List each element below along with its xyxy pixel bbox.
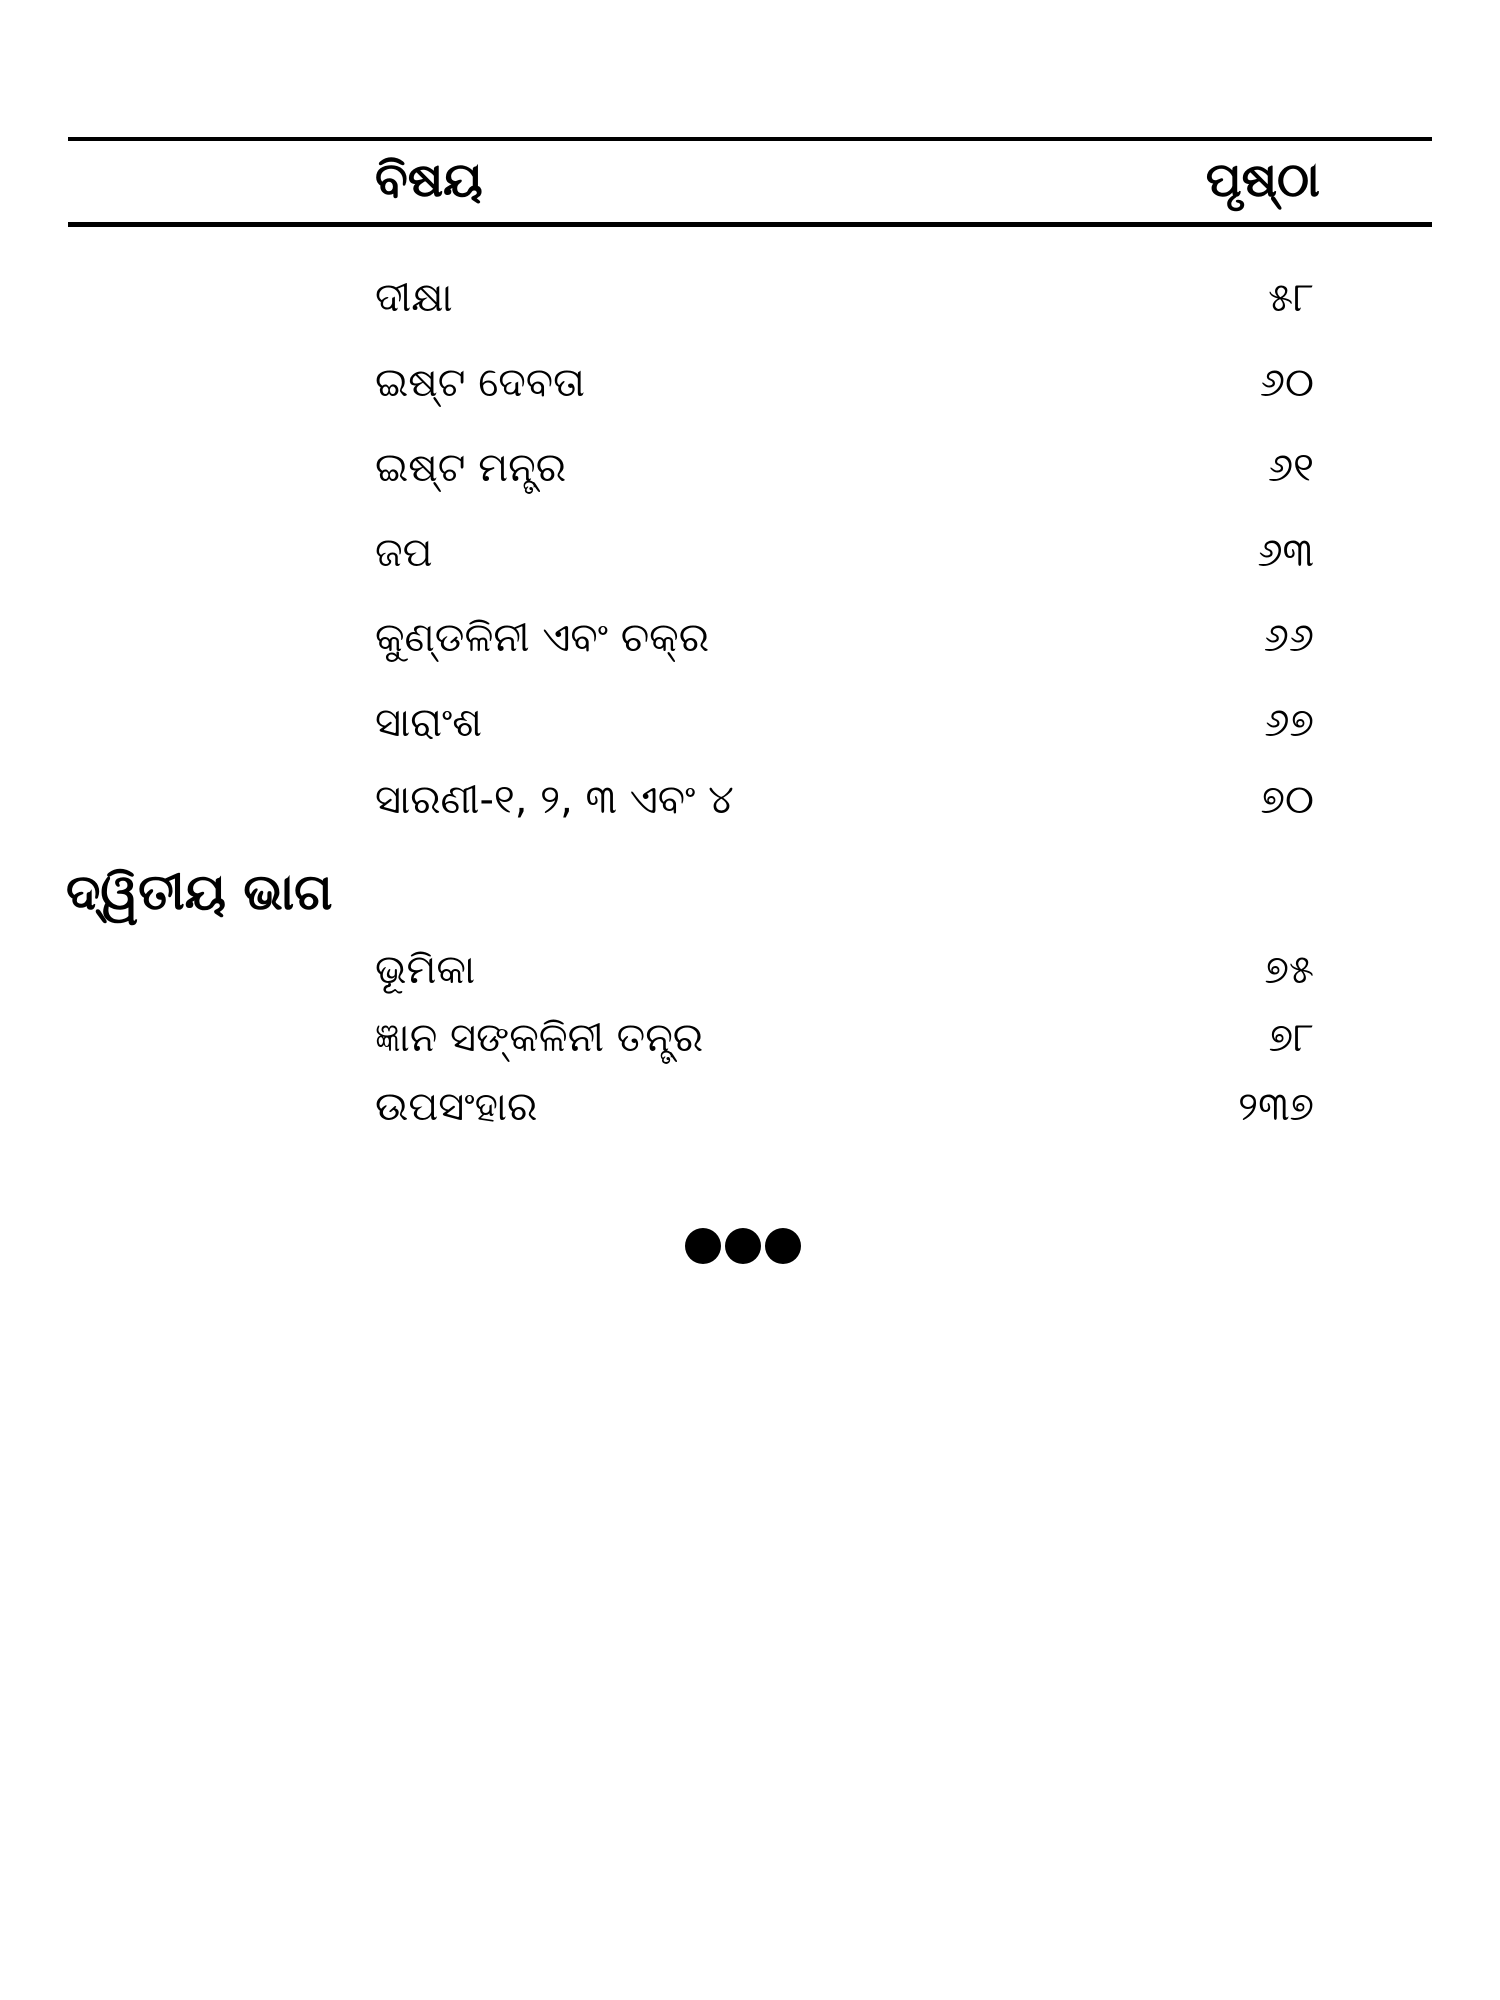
ornament-dot xyxy=(765,1228,801,1264)
toc-entry xyxy=(0,1077,1500,1137)
toc-entry xyxy=(0,438,1500,498)
toc-entry xyxy=(0,770,1500,830)
toc-entry xyxy=(0,523,1500,583)
toc-entry-page: ୫୮ xyxy=(1268,275,1314,321)
section-heading: ଦ୍ୱିତୀୟ ଭାଗ xyxy=(66,863,333,921)
ornament-dot xyxy=(725,1228,761,1264)
header-top-rule xyxy=(68,137,1432,141)
toc-entry-title: ଜ୍ଞାନ ସଙ୍କଳିନୀ ତନ୍ତ୍ର xyxy=(375,1015,704,1061)
toc-entry-title: ସାରାଂଶ xyxy=(375,700,483,746)
toc-entry-title: କୁଣ୍ଡଳିନୀ ଏବଂ ଚକ୍ର xyxy=(375,615,710,661)
toc-entry-page: ୬୬ xyxy=(1263,615,1314,661)
toc-entry-title: ଇଷ୍ଟ ମନ୍ତ୍ର xyxy=(375,445,567,491)
toc-entry xyxy=(0,693,1500,753)
toc-entry xyxy=(0,268,1500,328)
toc-entry xyxy=(0,1008,1500,1068)
toc-entry-page: ୭୦ xyxy=(1260,777,1314,823)
toc-entry-page: ୨୩୭ xyxy=(1238,1084,1314,1130)
toc-entry-title: ଜପ xyxy=(375,530,433,576)
toc-entry-title: ଇଷ୍ଟ ଦେବତା xyxy=(375,360,585,406)
page-column-header: ପୃଷ୍ଠା xyxy=(1205,152,1320,208)
toc-entry-page: ୬୩ xyxy=(1257,530,1314,576)
end-ornament xyxy=(685,1228,801,1264)
subject-column-header: ବିଷୟ xyxy=(375,152,483,208)
toc-entry-title: ଦୀକ୍ଷା xyxy=(375,275,453,321)
toc-entry-title: ଉପସଂହାର xyxy=(375,1084,538,1130)
toc-entry-page: ୬୭ xyxy=(1264,700,1314,746)
toc-entry-page: ୭୮ xyxy=(1268,1015,1314,1061)
toc-entry xyxy=(0,353,1500,413)
ornament-dot xyxy=(685,1228,721,1264)
toc-entry-page: ୬୧ xyxy=(1268,445,1314,491)
toc-entry-page: ୭୫ xyxy=(1264,947,1314,993)
toc-entry-title: ଭୂମିକା xyxy=(375,947,476,993)
toc-entry xyxy=(0,608,1500,668)
header-bottom-rule xyxy=(68,222,1432,227)
toc-entry-page: ୬୦ xyxy=(1259,360,1314,406)
toc-entry-title: ସାରଣୀ-୧, ୨, ୩ ଏବଂ ୪ xyxy=(375,777,734,823)
toc-entry xyxy=(0,940,1500,1000)
